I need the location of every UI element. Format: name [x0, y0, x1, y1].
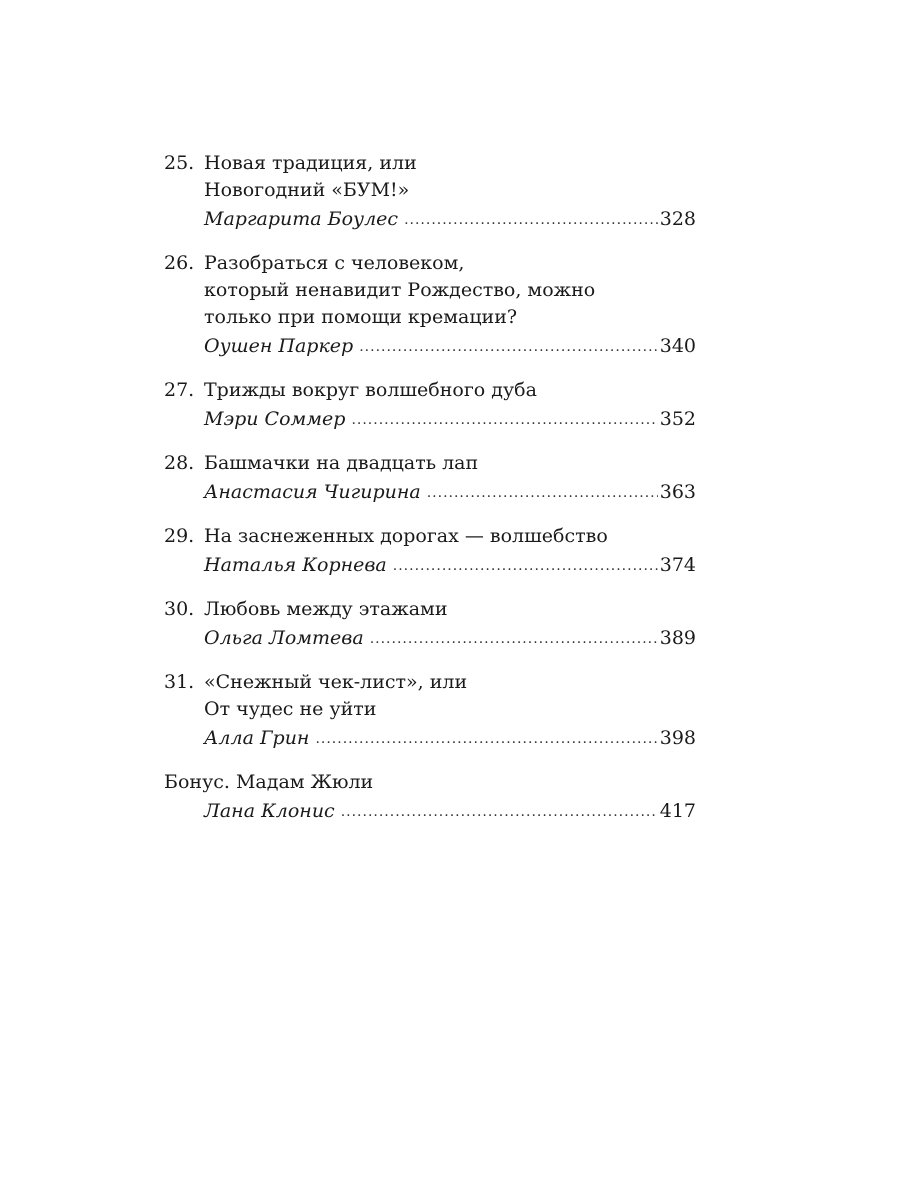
- author-row: [204, 331, 696, 363]
- toc-entry-27[interactable]: [164, 377, 696, 436]
- entry-title-line: Трижды вокруг волшебного дуба: [204, 379, 537, 401]
- entry-title-line: только при помощи кремации?: [204, 306, 518, 328]
- entry-number: 26.: [164, 252, 195, 274]
- author-row: [204, 204, 696, 236]
- author-row: [204, 550, 696, 582]
- dot-leader: [393, 551, 658, 581]
- author-row: [204, 723, 696, 755]
- entry-number: 28.: [164, 452, 195, 474]
- entry-page-number: 340: [659, 335, 696, 357]
- entry-page-number: 328: [659, 208, 696, 230]
- toc-entry-28[interactable]: [164, 450, 696, 509]
- entry-page-number: 363: [659, 481, 696, 503]
- entry-title-line: Разобраться с человеком,: [204, 252, 465, 274]
- table-of-contents: [164, 150, 696, 842]
- entry-number: 31.: [164, 671, 195, 693]
- entry-author: Мэри Соммер: [204, 408, 346, 430]
- entry-author: Алла Грин: [204, 727, 310, 749]
- dot-leader: [315, 724, 657, 754]
- entry-number: 30.: [164, 598, 195, 620]
- toc-entry-bonus[interactable]: [164, 769, 696, 828]
- entry-title-line: От чудес не уйти: [204, 698, 377, 720]
- entry-title-line: который ненавидит Рождество, можно: [204, 279, 596, 301]
- entry-number: 29.: [164, 525, 195, 547]
- entry-page-number: 352: [659, 408, 696, 430]
- entry-title-line: Любовь между этажами: [204, 598, 448, 620]
- entry-author: Ольга Ломтева: [204, 627, 364, 649]
- entry-title-line: Новая традиция, или: [204, 152, 417, 174]
- entry-number: 27.: [164, 379, 195, 401]
- dot-leader: [359, 332, 658, 362]
- toc-entry-29[interactable]: [164, 523, 696, 582]
- dot-leader: [370, 624, 658, 654]
- toc-entry-26[interactable]: [164, 250, 696, 363]
- entry-page-number: 389: [659, 627, 696, 649]
- entry-author: Наталья Корнева: [204, 554, 387, 576]
- author-row: [204, 404, 696, 436]
- entry-title-line: На заснеженных дорогах — волшебство: [204, 525, 608, 547]
- dot-leader: [427, 478, 658, 508]
- author-row: [204, 623, 696, 655]
- entry-number: 25.: [164, 152, 195, 174]
- dot-leader: [351, 405, 657, 435]
- entry-author: Оушен Паркер: [204, 335, 354, 357]
- entry-title-line: Бонус. Мадам Жюли: [164, 771, 374, 793]
- toc-entry-31[interactable]: [164, 669, 696, 755]
- author-row: [204, 477, 696, 509]
- toc-entry-30[interactable]: [164, 596, 696, 655]
- entry-page-number: 398: [659, 727, 696, 749]
- entry-title-line: Новогодний «БУМ!»: [204, 179, 410, 201]
- entry-page-number: 374: [659, 554, 696, 576]
- author-row: [204, 796, 696, 828]
- toc-entry-25[interactable]: [164, 150, 696, 236]
- entry-author: Маргарита Боулес: [204, 208, 399, 230]
- dot-leader: [341, 797, 658, 827]
- entry-page-number: 417: [659, 800, 696, 822]
- entry-title-line: Башмачки на двадцать лап: [204, 452, 479, 474]
- dot-leader: [404, 205, 658, 235]
- entry-author: Анастасия Чигирина: [204, 481, 421, 503]
- entry-title-line: «Снежный чек-лист», или: [204, 671, 468, 693]
- entry-author: Лана Клонис: [204, 800, 335, 822]
